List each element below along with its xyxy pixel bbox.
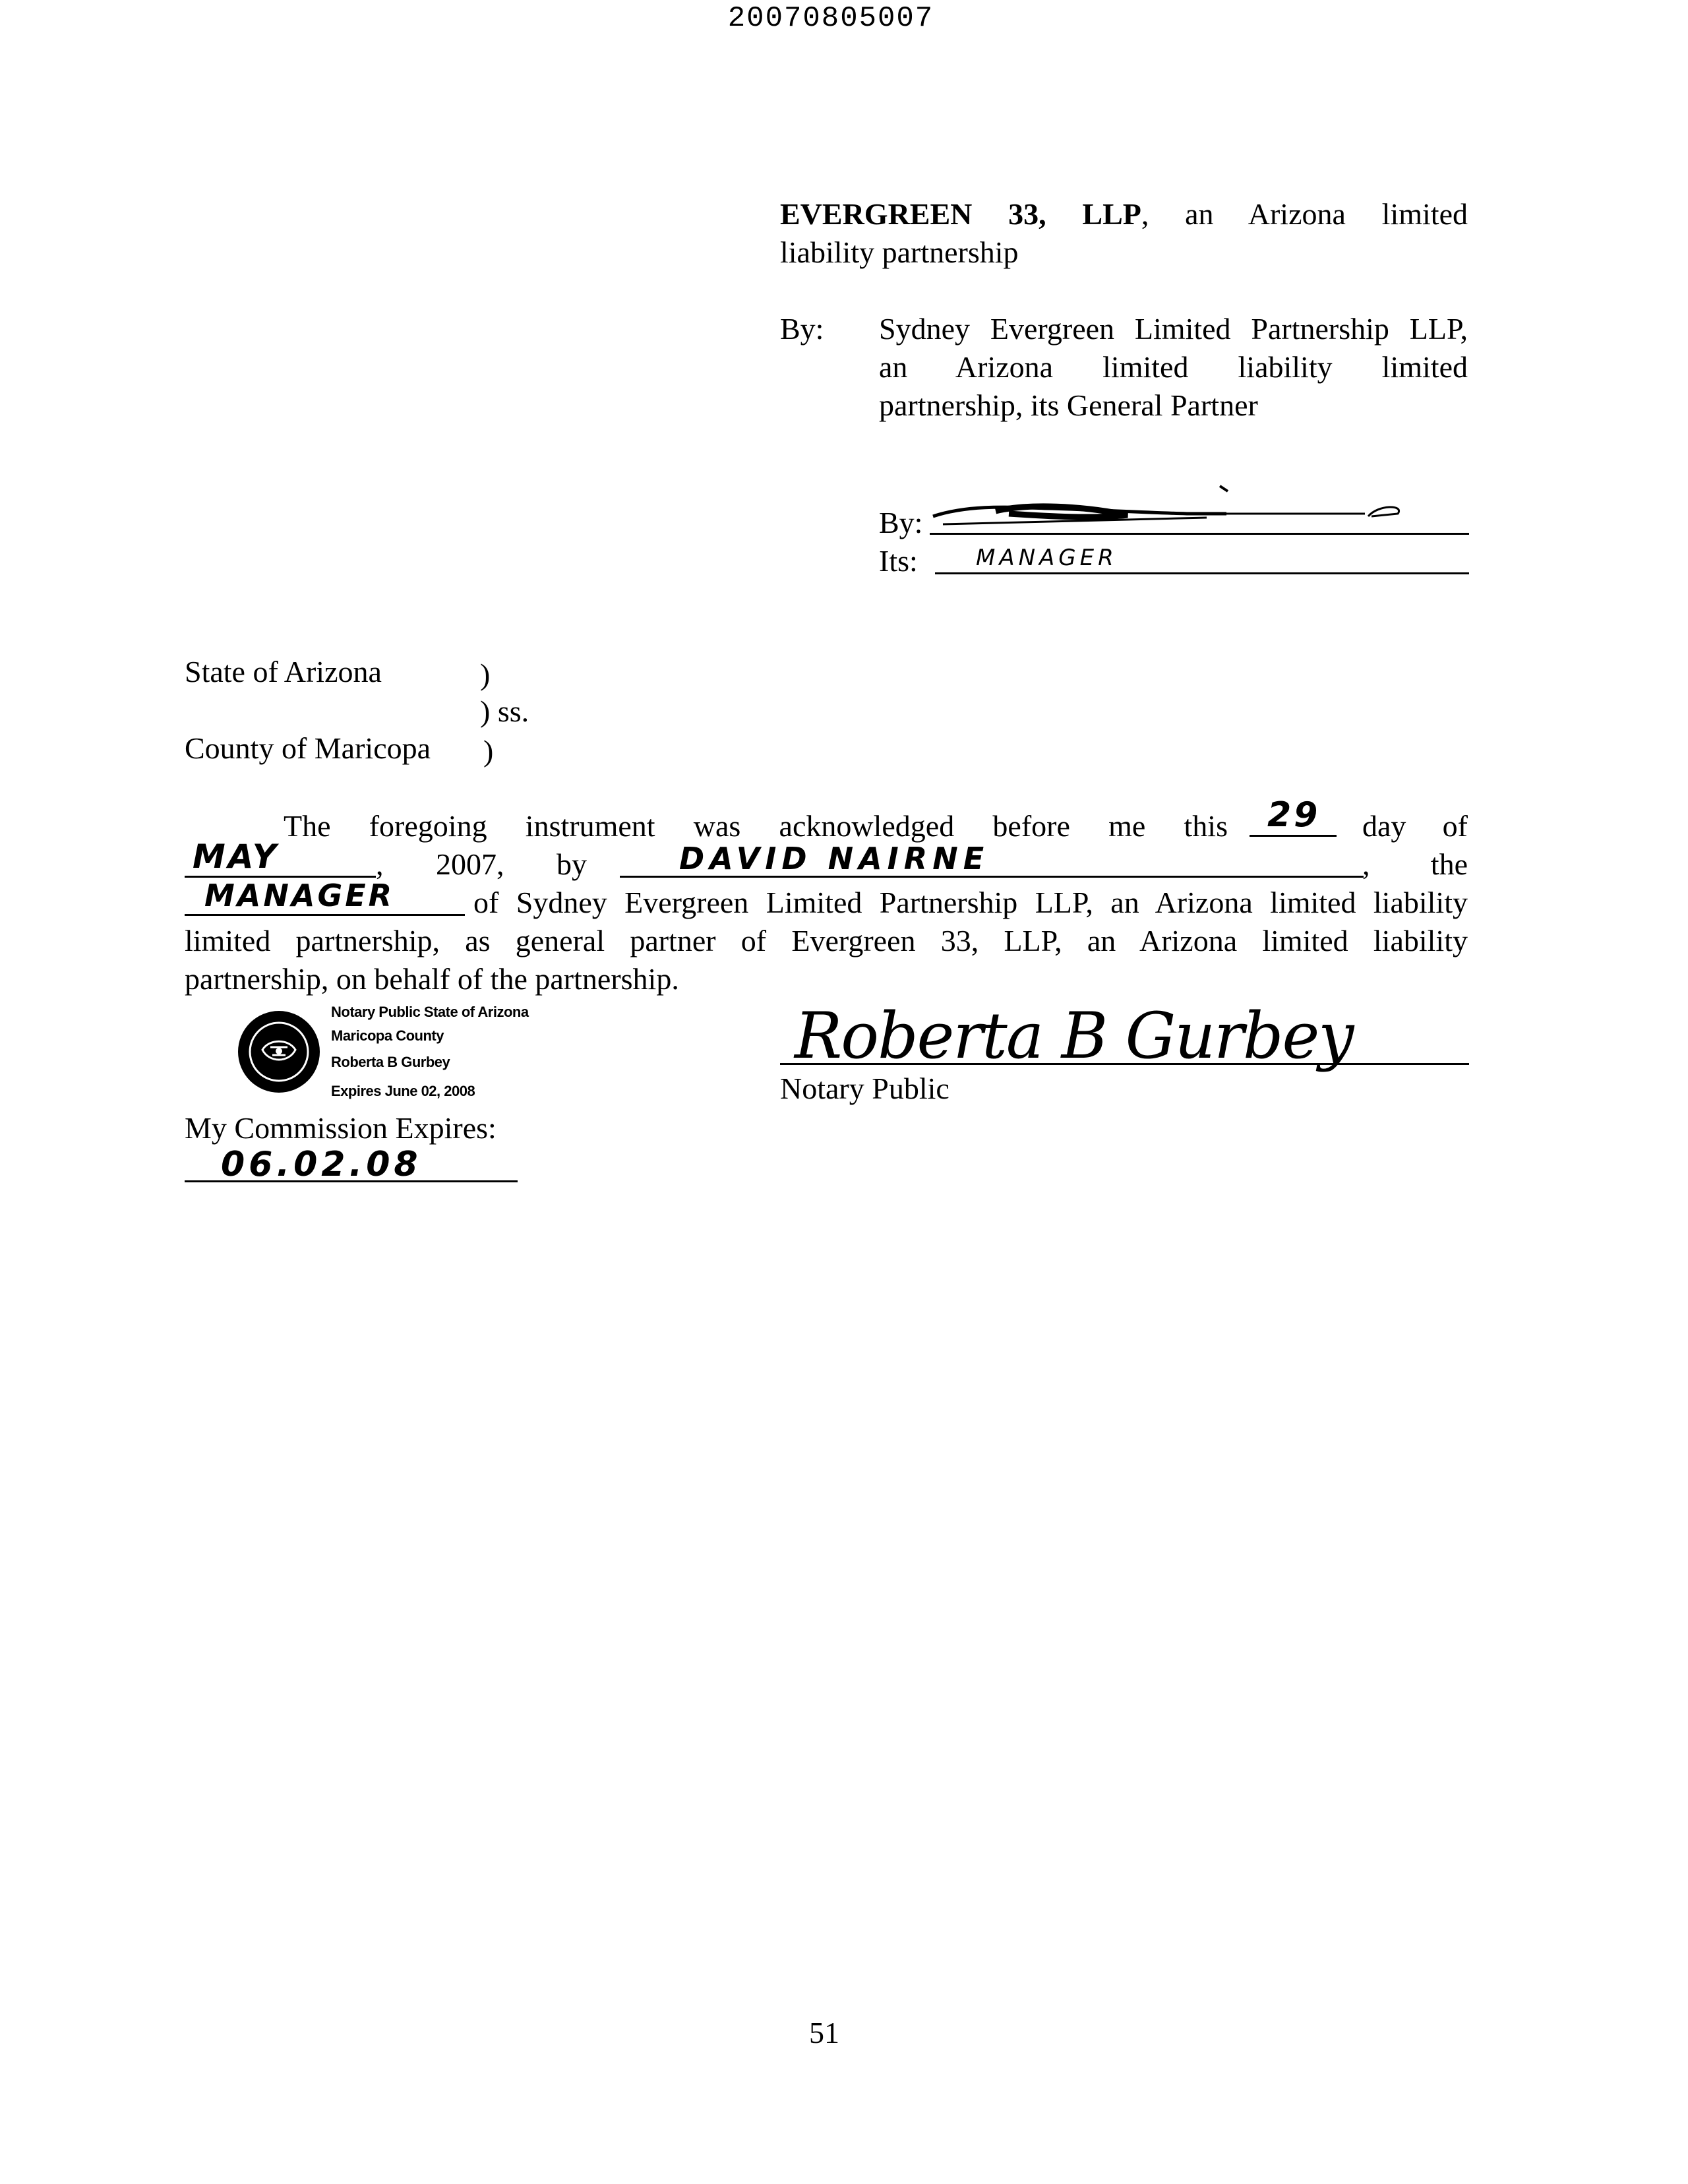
signer-by-label: By: — [879, 506, 923, 539]
acknowledgment-title-value: MANAGER — [204, 878, 395, 913]
general-partner-line-2: an Arizona limited liability limited — [879, 350, 1468, 384]
acknowledgment-day-line — [1250, 835, 1337, 837]
document-number: 20070805007 — [727, 2, 934, 35]
notary-seal-line-3: Roberta B Gurbey — [331, 1054, 450, 1070]
acknowledgment-line-1: The foregoing instrument was acknowledged before me this — [284, 809, 1228, 843]
general-partner-line-3: partnership, its General Partner — [879, 388, 1258, 422]
signer-its-label: Its: — [879, 544, 918, 578]
signer-title-line — [935, 572, 1469, 574]
notary-seal-line-1: Notary Public State of Arizona — [331, 1004, 529, 1020]
notary-signature-line — [780, 1063, 1469, 1065]
page-number: 51 — [809, 2016, 839, 2049]
entity-description: , an Arizona limited — [1141, 197, 1468, 231]
entity-line-1 — [780, 195, 1468, 233]
acknowledgment-month-value: MAY — [193, 837, 279, 876]
acknowledgment-name-line — [620, 876, 1364, 878]
acknowledgment-title-line — [185, 914, 465, 916]
acknowledgment-day-value: 29 — [1267, 795, 1321, 835]
general-partner-line-1: Sydney Evergreen Limited Partnership LLP, — [879, 312, 1468, 346]
acknowledgment-line-5: partnership, on behalf of the partnership. — [185, 962, 679, 996]
venue-county: County of Maricopa — [185, 731, 431, 765]
venue-ss: ) ss. — [480, 694, 529, 728]
notary-seal-line-4: Expires June 02, 2008 — [331, 1083, 475, 1099]
venue-state: State of Arizona — [185, 655, 382, 688]
by-label: By: — [780, 312, 824, 346]
notary-signature: Roberta B Gurbey — [795, 999, 1353, 1073]
commission-expires-line — [185, 1180, 518, 1182]
signer-title-value: MANAGER — [976, 545, 1118, 571]
acknowledgment-day-of: day of — [1362, 809, 1468, 843]
venue-paren-1: ) — [480, 657, 491, 691]
acknowledgment-line-3: of Sydney Evergreen Limited Partnership LLP, an Arizona limited liability — [473, 886, 1468, 919]
notary-seal-line-2: Maricopa County — [331, 1027, 444, 1044]
acknowledgment-year: , 2007, by — [376, 847, 587, 881]
acknowledgment-the: , the — [1362, 847, 1468, 881]
venue-paren-2: ) — [483, 734, 494, 768]
notary-seal-emblem — [236, 1009, 322, 1095]
commission-expires-label: My Commission Expires: — [185, 1111, 497, 1145]
notary-public-label: Notary Public — [780, 1072, 950, 1105]
signer-signature — [930, 485, 1477, 537]
entity-line-2: liability partnership — [780, 235, 1019, 269]
acknowledgment-name-value: DAVID NAIRNE — [679, 841, 990, 876]
acknowledgment-line-4: limited partnership, as general partner of Evergreen 33, LLP, an Arizona limited liability — [185, 924, 1468, 957]
commission-expires-value: 06.02.08 — [221, 1145, 422, 1184]
entity-name: EVERGREEN 33, LLP — [780, 197, 1141, 231]
